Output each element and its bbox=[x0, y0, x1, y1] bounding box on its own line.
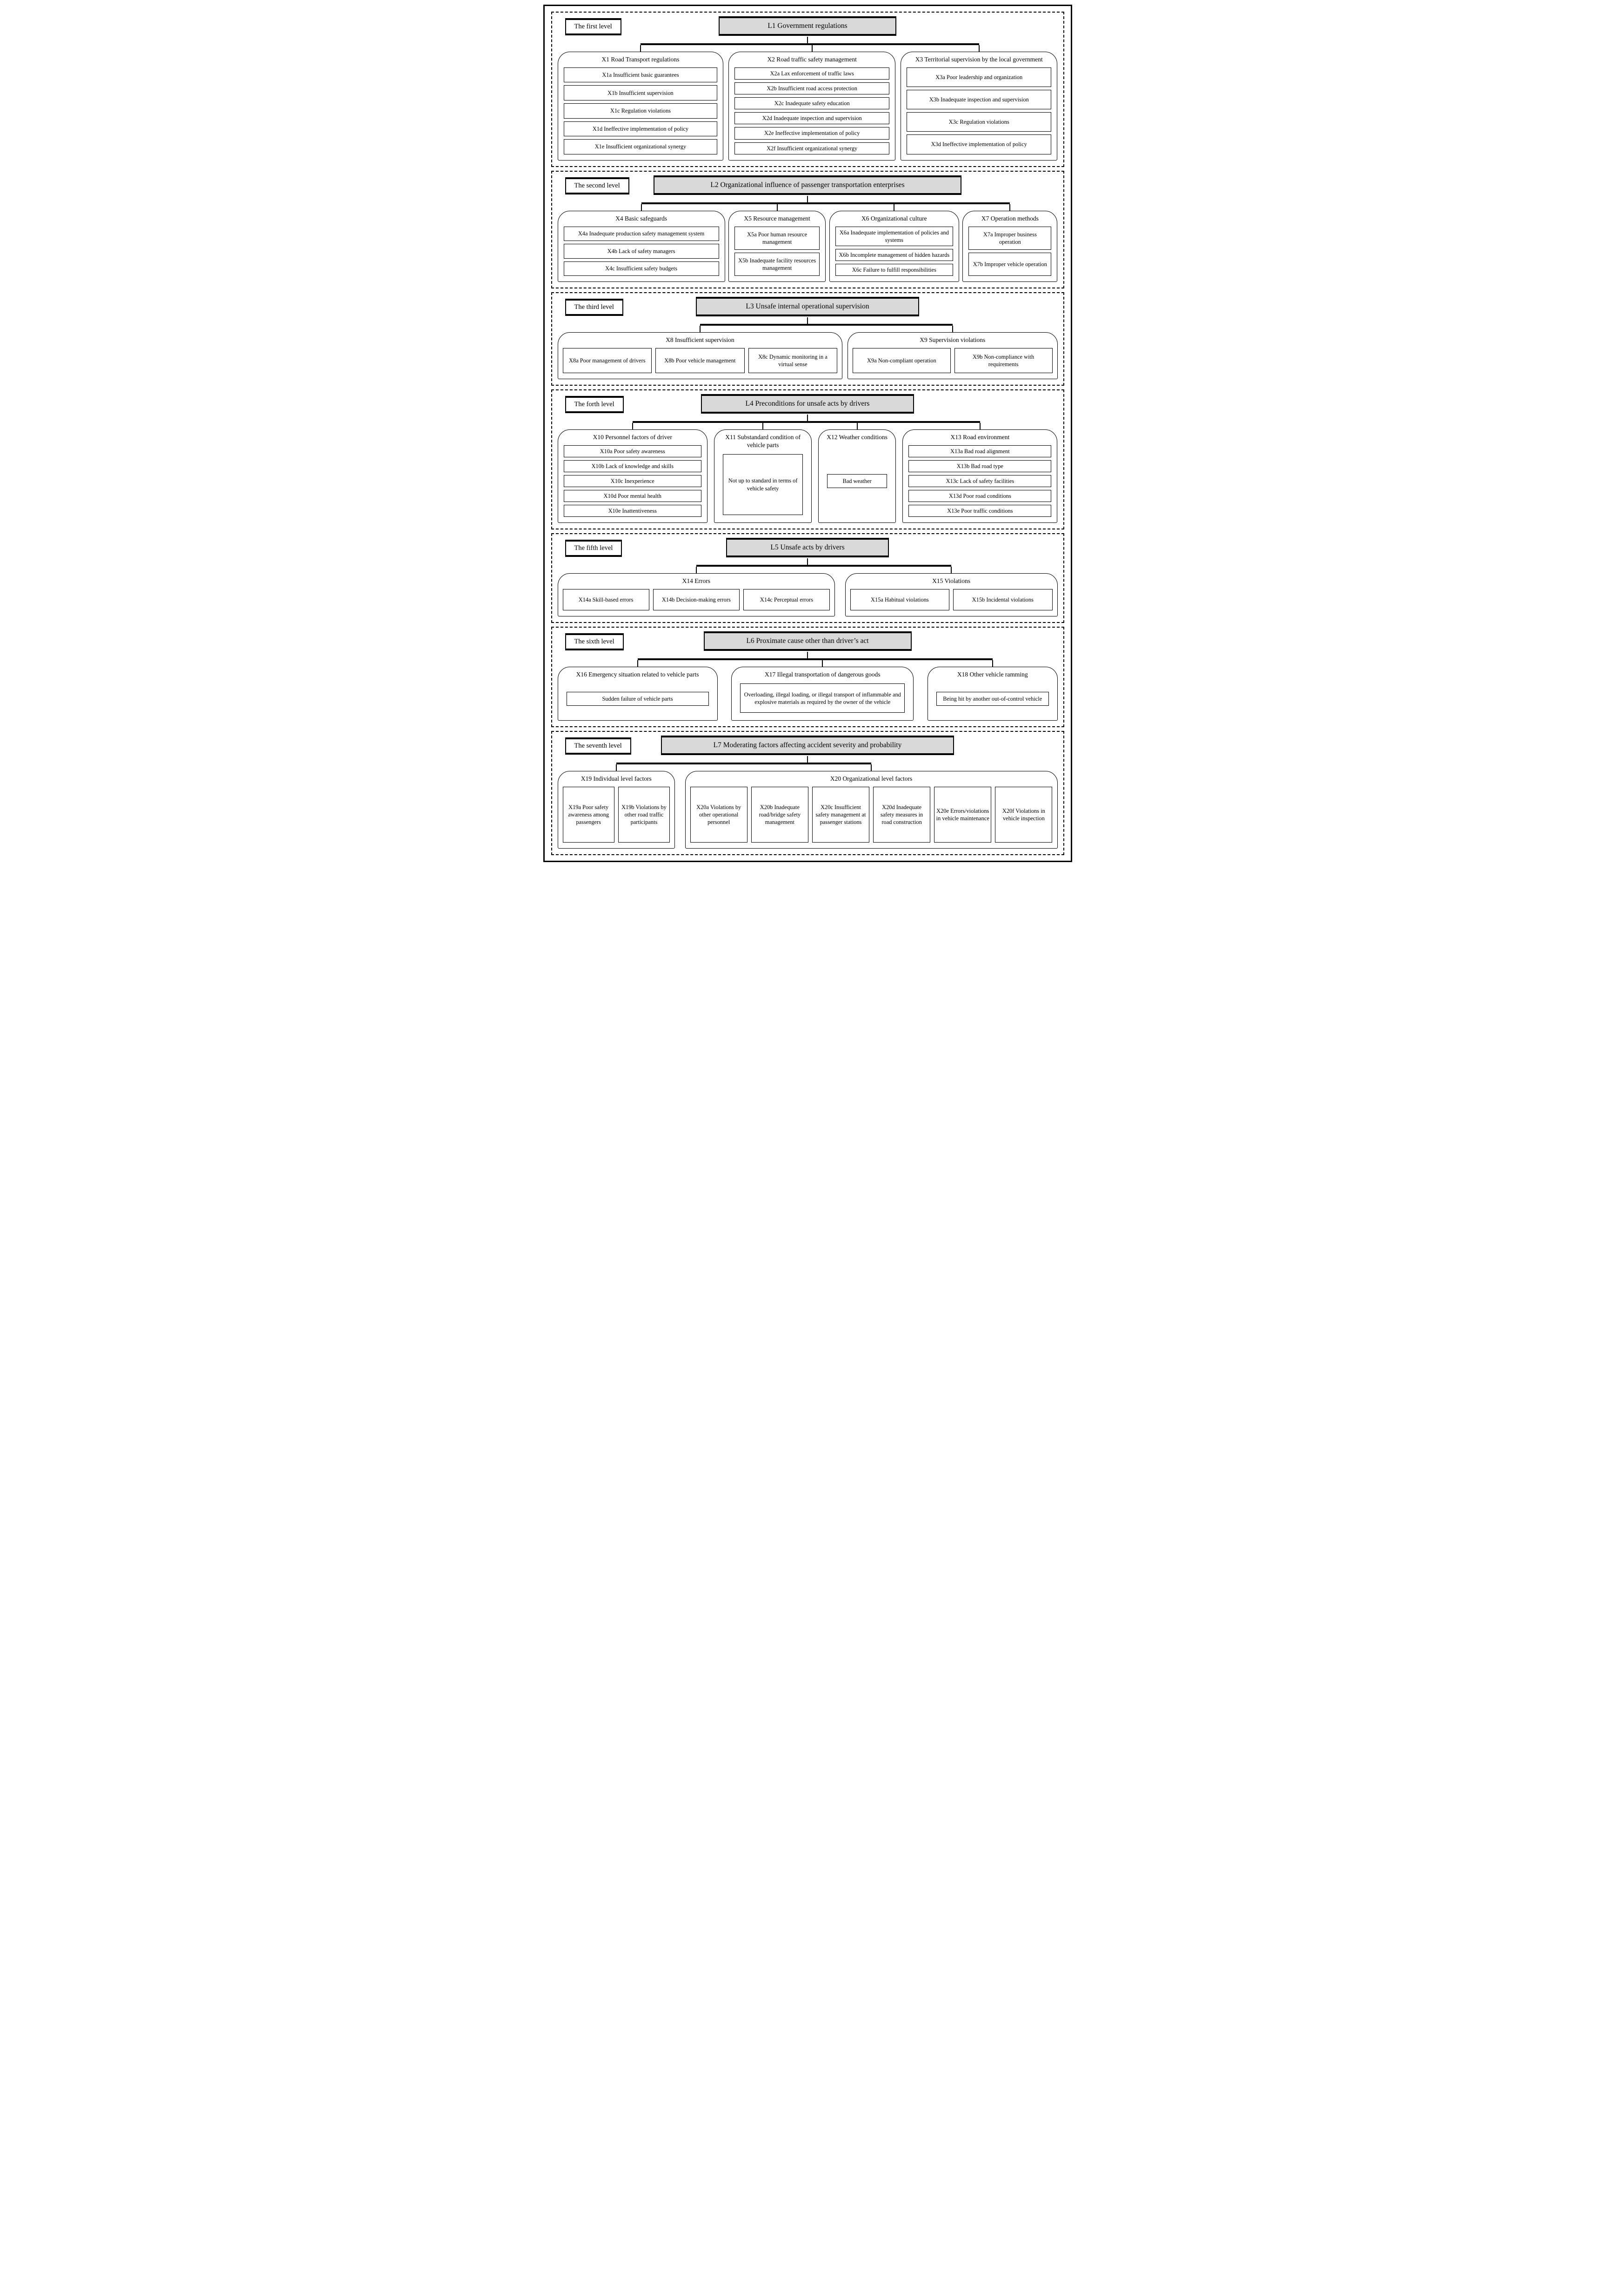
branch-x8 bbox=[558, 326, 843, 379]
branch-x4 bbox=[558, 204, 725, 282]
branch-x10 bbox=[558, 423, 708, 523]
connector-drop-x9 bbox=[952, 326, 953, 332]
connector-drop-x20 bbox=[871, 764, 872, 771]
branch-x12 bbox=[818, 423, 896, 523]
branches-l5 bbox=[558, 567, 1058, 616]
factor-x13a: X13a Bad road alignment bbox=[908, 445, 1051, 457]
connector-stub-l1 bbox=[807, 37, 808, 43]
branch-x11 bbox=[714, 423, 812, 523]
group-x17 bbox=[731, 667, 914, 721]
group-x8 bbox=[558, 332, 843, 379]
branch-x9 bbox=[848, 326, 1058, 379]
group-items-x4 bbox=[558, 225, 725, 282]
connector-drop-x7 bbox=[1009, 204, 1010, 211]
group-items-x10 bbox=[558, 443, 707, 523]
group-items-x5 bbox=[729, 225, 826, 282]
connector-drop-x5 bbox=[777, 204, 778, 211]
connector-drop-x10 bbox=[632, 423, 633, 429]
level-header-l4: L4 Preconditions for unsafe acts by drivers bbox=[701, 394, 914, 414]
level-header-l7: L7 Moderating factors affecting accident severity and probability bbox=[661, 736, 954, 755]
group-items-x18 bbox=[928, 681, 1057, 720]
level-header-l2: L2 Organizational influence of passenger transportation enterprises bbox=[654, 175, 961, 195]
connector-drop-x12 bbox=[857, 423, 858, 429]
factor-x5b: X5b Inadequate facility resources management bbox=[734, 253, 820, 276]
factor-x2a: X2a Lax enforcement of traffic laws bbox=[734, 67, 889, 80]
group-title-x1: X1 Road Transport regulations bbox=[601, 56, 680, 63]
band-head-2 bbox=[558, 175, 1058, 196]
group-items-x8 bbox=[558, 346, 842, 379]
factor-x6a: X6a Inadequate implementation of policies and systems bbox=[835, 227, 954, 246]
branches-l1 bbox=[558, 45, 1058, 161]
branch-x7 bbox=[962, 204, 1057, 282]
branch-x17 bbox=[731, 660, 914, 721]
group-items-x6 bbox=[830, 225, 959, 282]
group-title-x11: X11 Substandard condition of vehicle parts bbox=[725, 433, 801, 448]
factor-x17-detail: Overloading, illegal loading, or illegal transport of inflammable and explosive materials as required by the owner of the vehicle bbox=[740, 683, 905, 713]
figure-page bbox=[539, 0, 1077, 867]
factor-x11-detail: Not up to standard in terms of vehicle safety bbox=[723, 454, 803, 515]
factor-x20c: X20c Insufficient safety management at passenger stations bbox=[812, 787, 869, 843]
factor-x20b: X20b Inadequate road/bridge safety management bbox=[751, 787, 808, 843]
level-label-7: The seventh level bbox=[565, 737, 631, 755]
branches-l6 bbox=[558, 660, 1058, 721]
level-header-l5: L5 Unsafe acts by drivers bbox=[726, 538, 889, 557]
group-x11 bbox=[714, 429, 812, 523]
connector-stub-l4 bbox=[807, 415, 808, 421]
connector-drop-x17 bbox=[822, 660, 823, 667]
connector-drop-x19 bbox=[616, 764, 617, 771]
branch-x6 bbox=[829, 204, 960, 282]
factor-x1e: X1e Insufficient organizational synergy bbox=[564, 139, 718, 154]
level-band-2 bbox=[551, 171, 1064, 288]
factor-x18-detail: Being hit by another out-of-control vehicle bbox=[936, 692, 1049, 706]
factor-x1c: X1c Regulation violations bbox=[564, 103, 718, 119]
group-title-x5: X5 Resource management bbox=[744, 214, 810, 222]
connector-stub-l3 bbox=[807, 317, 808, 324]
group-title-x7: X7 Operation methods bbox=[981, 214, 1039, 222]
group-x1 bbox=[558, 52, 724, 161]
branch-x19 bbox=[558, 764, 675, 849]
factor-x9a: X9a Non-compliant operation bbox=[853, 348, 951, 373]
factor-x3a: X3a Poor leadership and organization bbox=[907, 67, 1052, 87]
branches-l3 bbox=[558, 326, 1058, 379]
factor-x20a: X20a Violations by other operational personnel bbox=[690, 787, 747, 843]
group-title-x3: X3 Territorial supervision by the local government bbox=[915, 56, 1043, 63]
factor-x4a: X4a Inadequate production safety management system bbox=[564, 227, 719, 241]
branch-x1 bbox=[558, 45, 724, 161]
factor-x20e: X20e Errors/violations in vehicle maintenance bbox=[934, 787, 991, 843]
group-x3 bbox=[901, 52, 1058, 161]
branches-l7 bbox=[558, 764, 1058, 849]
group-title-x10: X10 Personnel factors of driver bbox=[593, 433, 672, 441]
factor-x3d: X3d Ineffective implementation of policy bbox=[907, 134, 1052, 154]
group-items-x3 bbox=[901, 66, 1057, 160]
factor-x10d: X10d Poor mental health bbox=[564, 490, 702, 502]
connector-drop-x14 bbox=[696, 567, 697, 573]
level-label-5: The fifth level bbox=[565, 540, 622, 557]
band-head-5 bbox=[558, 538, 1058, 558]
group-x19 bbox=[558, 771, 675, 849]
factor-x2c: X2c Inadequate safety education bbox=[734, 97, 889, 109]
group-title-x9: X9 Supervision violations bbox=[920, 336, 986, 343]
level-label-3: The third level bbox=[565, 299, 623, 316]
factor-x1b: X1b Insufficient supervision bbox=[564, 85, 718, 100]
band-head-4 bbox=[558, 394, 1058, 415]
factor-x5a: X5a Poor human resource management bbox=[734, 227, 820, 250]
level-header-l6: L6 Proximate cause other than driver’s act bbox=[704, 631, 912, 651]
factor-x1d: X1d Ineffective implementation of policy bbox=[564, 121, 718, 137]
group-items-x16 bbox=[558, 681, 717, 720]
group-x7 bbox=[962, 211, 1057, 282]
branch-x13 bbox=[902, 423, 1057, 523]
factor-x10e: X10e Inattentiveness bbox=[564, 505, 702, 517]
connector-drop-x13 bbox=[980, 423, 981, 429]
connector-stub-l2 bbox=[807, 196, 808, 202]
branch-x20 bbox=[685, 764, 1058, 849]
factor-x13d: X13d Poor road conditions bbox=[908, 490, 1051, 502]
level-band-7 bbox=[551, 731, 1064, 855]
group-items-x15 bbox=[846, 587, 1057, 616]
branch-x14 bbox=[558, 567, 835, 616]
group-x10 bbox=[558, 429, 708, 523]
factor-x2f: X2f Insufficient organizational synergy bbox=[734, 142, 889, 154]
factor-x2e: X2e Ineffective implementation of policy bbox=[734, 127, 889, 139]
group-x5 bbox=[728, 211, 826, 282]
connector-stub-l5 bbox=[807, 558, 808, 565]
group-items-x17 bbox=[732, 681, 913, 720]
group-title-x2: X2 Road traffic safety management bbox=[767, 56, 857, 63]
connector-drop-x2 bbox=[812, 45, 813, 52]
factor-x20d: X20d Inadequate safety measures in road construction bbox=[873, 787, 930, 843]
factor-x14c: X14c Perceptual errors bbox=[743, 589, 830, 610]
group-title-x13: X13 Road environment bbox=[950, 433, 1010, 441]
group-x16 bbox=[558, 667, 718, 721]
connector-drop-x16 bbox=[637, 660, 638, 667]
factor-x14b: X14b Decision-making errors bbox=[653, 589, 740, 610]
factor-x6b: X6b Incomplete management of hidden hazards bbox=[835, 249, 954, 261]
group-title-x17: X17 Illegal transportation of dangerous goods bbox=[764, 671, 881, 678]
factor-x13c: X13c Lack of safety facilities bbox=[908, 475, 1051, 487]
factor-x4b: X4b Lack of safety managers bbox=[564, 244, 719, 259]
group-title-x6: X6 Organizational culture bbox=[861, 214, 927, 222]
level-label-2: The second level bbox=[565, 177, 629, 194]
connector-drop-x8 bbox=[700, 326, 701, 332]
branch-x18 bbox=[928, 660, 1058, 721]
factor-x1a: X1a Insufficient basic guarantees bbox=[564, 67, 718, 83]
factor-x20f: X20f Violations in vehicle inspection bbox=[995, 787, 1052, 843]
level-label-4: The forth level bbox=[565, 396, 624, 413]
factor-x12-detail: Bad weather bbox=[827, 474, 887, 488]
factor-x4c: X4c Insufficient safety budgets bbox=[564, 261, 719, 276]
group-title-x8: X8 Insufficient supervision bbox=[666, 336, 734, 343]
connector-drop-x18 bbox=[992, 660, 993, 667]
band-head-6 bbox=[558, 631, 1058, 652]
factor-x10a: X10a Poor safety awareness bbox=[564, 445, 702, 457]
figure-outer-frame bbox=[543, 5, 1072, 862]
group-title-x12: X12 Weather conditions bbox=[827, 433, 888, 441]
connector-drop-x4 bbox=[641, 204, 642, 211]
factor-x13b: X13b Bad road type bbox=[908, 460, 1051, 472]
group-items-x20 bbox=[686, 785, 1057, 848]
branch-x16 bbox=[558, 660, 718, 721]
band-head-7 bbox=[558, 736, 1058, 756]
level-header-l1: L1 Government regulations bbox=[719, 16, 897, 36]
factor-x3b: X3b Inadequate inspection and supervision bbox=[907, 90, 1052, 109]
branches-l2 bbox=[558, 204, 1058, 282]
group-title-x19: X19 Individual level factors bbox=[581, 775, 652, 783]
group-title-x14: X14 Errors bbox=[682, 577, 710, 585]
group-x15 bbox=[845, 573, 1058, 616]
factor-x19a: X19a Poor safety awareness among passengers bbox=[563, 787, 614, 843]
factor-x14a: X14a Skill-based errors bbox=[563, 589, 649, 610]
branch-x2 bbox=[728, 45, 895, 161]
branch-x15 bbox=[845, 567, 1058, 616]
group-x2 bbox=[728, 52, 895, 161]
group-items-x2 bbox=[729, 66, 895, 160]
group-x6 bbox=[829, 211, 960, 282]
group-x20 bbox=[685, 771, 1058, 849]
group-items-x13 bbox=[903, 443, 1057, 523]
factor-x8c: X8c Dynamic monitoring in a virtual sense bbox=[748, 348, 838, 373]
connector-drop-x15 bbox=[951, 567, 952, 573]
group-items-x1 bbox=[558, 66, 723, 160]
group-title-x20: X20 Organizational level factors bbox=[830, 775, 913, 783]
connector-drop-x1 bbox=[640, 45, 641, 52]
factor-x3c: X3c Regulation violations bbox=[907, 112, 1052, 132]
connector-stub-l6 bbox=[807, 652, 808, 658]
factor-x15b: X15b Incidental violations bbox=[953, 589, 1052, 610]
band-head-3 bbox=[558, 297, 1058, 317]
group-x13 bbox=[902, 429, 1057, 523]
group-x12 bbox=[818, 429, 896, 523]
connector-stub-l7 bbox=[807, 756, 808, 763]
factor-x19b: X19b Violations by other road traffic participants bbox=[618, 787, 670, 843]
level-band-3 bbox=[551, 292, 1064, 386]
factor-x13e: X13e Poor traffic conditions bbox=[908, 505, 1051, 517]
level-band-5 bbox=[551, 533, 1064, 623]
factor-x2d: X2d Inadequate inspection and supervision bbox=[734, 112, 889, 124]
group-title-x4: X4 Basic safeguards bbox=[615, 214, 667, 222]
level-label-1: The first level bbox=[565, 18, 621, 35]
group-items-x19 bbox=[558, 785, 675, 848]
level-band-1 bbox=[551, 12, 1064, 167]
group-x9 bbox=[848, 332, 1058, 379]
factor-x15a: X15a Habitual violations bbox=[850, 589, 949, 610]
factor-x10c: X10c Inexperience bbox=[564, 475, 702, 487]
factor-x9b: X9b Non-compliance with requirements bbox=[954, 348, 1053, 373]
factor-x8b: X8b Poor vehicle management bbox=[655, 348, 745, 373]
group-items-x11 bbox=[714, 451, 811, 523]
group-items-x14 bbox=[558, 587, 835, 616]
group-items-x9 bbox=[848, 346, 1057, 379]
connector-drop-x3 bbox=[979, 45, 980, 52]
branches-l4 bbox=[558, 423, 1058, 523]
level-band-6 bbox=[551, 627, 1064, 727]
factor-x10b: X10b Lack of knowledge and skills bbox=[564, 460, 702, 472]
factor-x16-detail: Sudden failure of vehicle parts bbox=[567, 692, 709, 706]
group-x18 bbox=[928, 667, 1058, 721]
connector-drop-x11 bbox=[762, 423, 763, 429]
group-items-x12 bbox=[819, 443, 895, 523]
factor-x8a: X8a Poor management of drivers bbox=[563, 348, 652, 373]
group-title-x16: X16 Emergency situation related to vehicle parts bbox=[576, 671, 699, 678]
group-items-x7 bbox=[963, 225, 1057, 282]
level-band-4 bbox=[551, 389, 1064, 530]
factor-x6c: X6c Failure to fulfill responsibilities bbox=[835, 264, 954, 276]
band-head-1 bbox=[558, 16, 1058, 37]
branch-x5 bbox=[728, 204, 826, 282]
branch-x3 bbox=[901, 45, 1058, 161]
factor-x2b: X2b Insufficient road access protection bbox=[734, 82, 889, 94]
factor-x7b: X7b Improper vehicle operation bbox=[968, 253, 1051, 276]
group-title-x15: X15 Violations bbox=[932, 577, 970, 585]
group-x4 bbox=[558, 211, 725, 282]
group-x14 bbox=[558, 573, 835, 616]
level-header-l3: L3 Unsafe internal operational supervision bbox=[696, 297, 919, 316]
group-title-x18: X18 Other vehicle ramming bbox=[957, 671, 1028, 678]
factor-x7a: X7a Improper business operation bbox=[968, 227, 1051, 250]
level-label-6: The sixth level bbox=[565, 633, 624, 650]
